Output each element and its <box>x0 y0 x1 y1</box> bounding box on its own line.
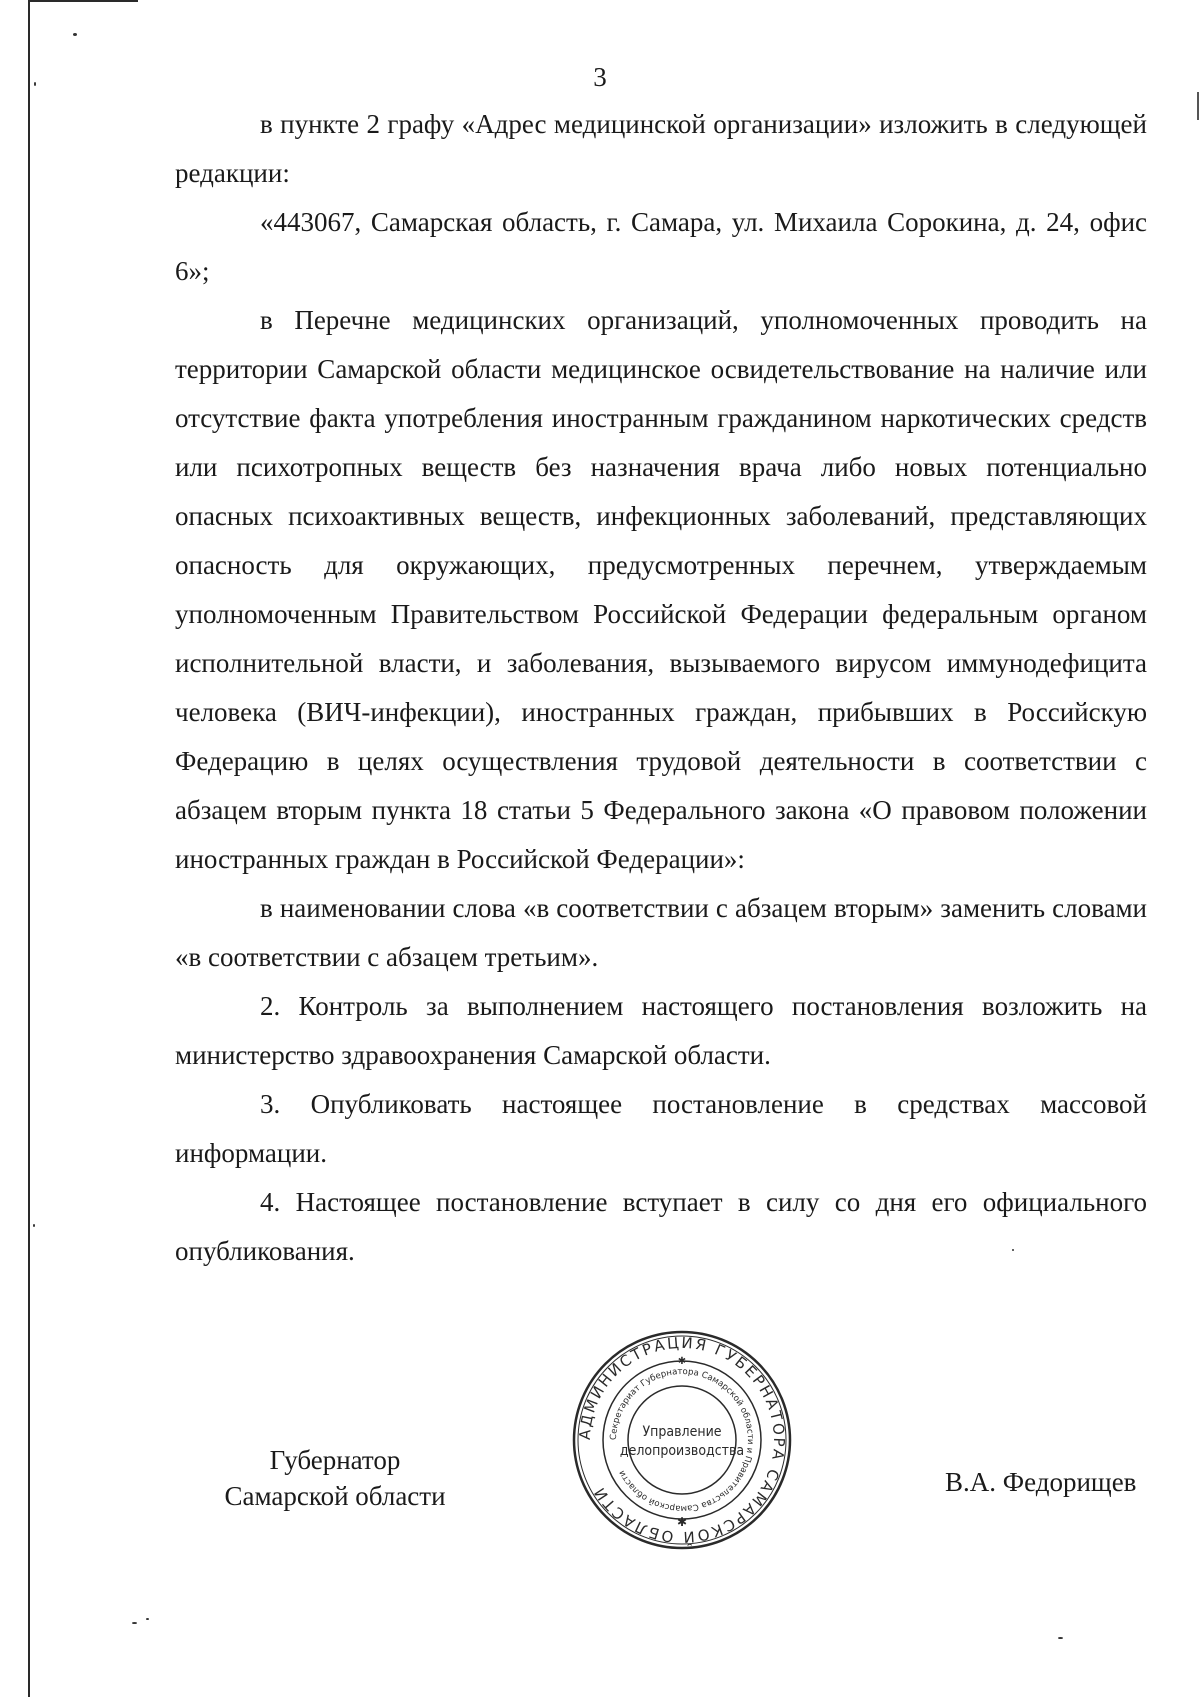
scan-border-right <box>1197 92 1199 120</box>
paragraph: в наименовании слова «в соответствии с абзацем вторым» заменить словами «в соответствии с абзацем третьим». <box>175 893 1147 972</box>
paragraph: 2. Контроль за выполнением настоящего постановления возложить на министерство здравоохранения Самарской области. <box>175 991 1147 1070</box>
seal-star-icon: ✱ <box>677 1356 687 1367</box>
signatory-title <box>195 1442 475 1514</box>
seal-center-line1: Управление <box>642 1424 722 1440</box>
document-body <box>175 100 1147 1276</box>
seal-graphic <box>570 1328 794 1552</box>
scan-speck <box>1058 1637 1063 1639</box>
scan-speck <box>73 33 77 36</box>
scan-speck <box>132 1622 137 1624</box>
scan-speck <box>146 1618 149 1620</box>
paragraph: «443067, Самарская область, г. Самара, ул. Михаила Сорокина, д. 24, офис 6»; <box>175 207 1147 286</box>
paragraph: 4. Настоящее постановление вступает в силу со дня его официального опубликования. <box>175 1187 1147 1266</box>
paragraph: в Перечне медицинских организаций, уполномоченных проводить на территории Самарской области медицинское освидетельствование на наличие или отсутствие факта употребления иностранным гражданином наркотических средств или психотропных веществ без назначения врача либо новых потенциально опасных психоактивных веществ, инфекционных заболеваний, представляющих опасность для окружающих, предусмотренных перечнем, утверждаемым уполномоченным Правительством Российской Федерации федеральным органом исполнительной власти, и заболевания, вызываемого вирусом иммунодефицита человека (ВИЧ-инфекции), иностранных граждан, прибывших в Российскую Федерацию в целях осуществления трудовой деятельности в соответствии с абзацем вторым пункта 18 статьи 5 Федерального закона «О правовом положении иностранных граждан в Российской Федерации»: <box>175 305 1147 874</box>
scan-border-top <box>28 0 138 2</box>
seal-inner-circle <box>628 1386 736 1494</box>
signature-block <box>0 1320 1200 1560</box>
seal-outer-text: АДМИНИСТРАЦИЯ ГУБЕРНАТОРА САМАРСКОЙ ОБЛАСТИ <box>575 1333 789 1547</box>
paragraph: в пункте 2 графу «Адрес медицинской организации» изложить в следующей редакции: <box>175 109 1147 188</box>
seal-middle-circle <box>603 1361 761 1519</box>
page-number: 3 <box>593 62 607 92</box>
seal-center-line2: делопроизводства <box>619 1443 745 1459</box>
seal-star-icon: ✱ <box>676 1515 688 1529</box>
signatory-title-line1: Губернатор <box>269 1445 401 1475</box>
scan-speck <box>33 1224 35 1227</box>
signatory-title-line2: Самарской области <box>224 1481 446 1511</box>
signatory-name: В.А. Федорищев <box>945 1467 1137 1497</box>
official-seal <box>570 1328 794 1552</box>
seal-inner-text: Секретариат Губернатора Самарской области и Правительства Самарской области <box>608 1366 756 1514</box>
paragraph: 3. Опубликовать настоящее постановление в средствах массовой информации. <box>175 1089 1147 1168</box>
